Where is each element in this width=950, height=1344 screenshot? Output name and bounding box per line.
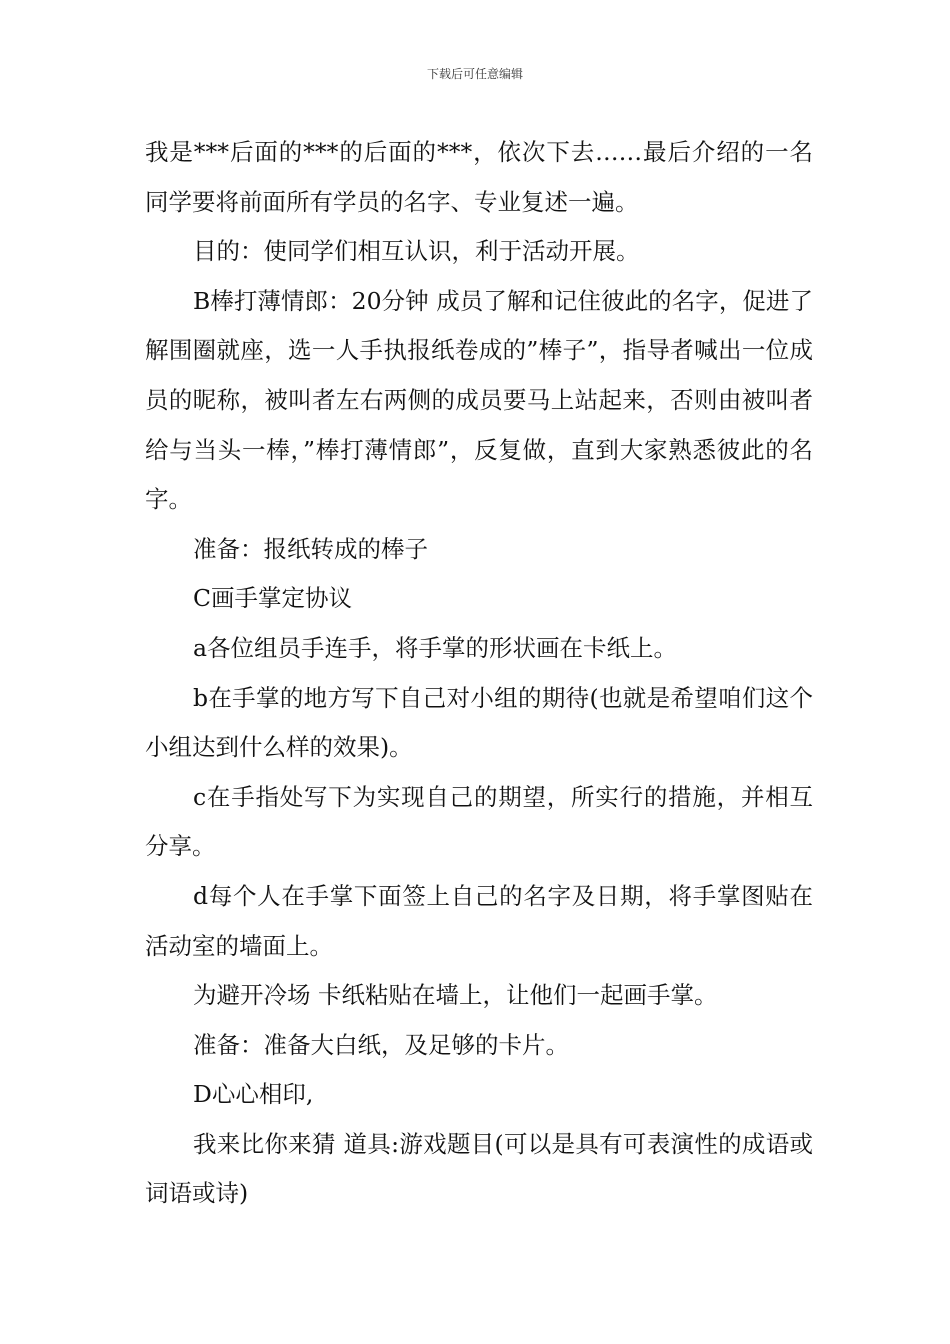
paragraph-intro-continuation: 我是***后面的***的后面的***，依次下去……最后介绍的一名同学要将前面所有学员的名字、专业复述一遍。 bbox=[145, 138, 813, 216]
paragraph-game-c-title: C画手掌定协议 bbox=[193, 584, 352, 613]
paragraph-step-a: a各位组员手连手，将手掌的形状画在卡纸上。 bbox=[193, 633, 678, 662]
paragraph-guess-game: 我来比你来猜 道具:游戏题目(可以是具有可表演性的成语或词语或诗) bbox=[145, 1129, 813, 1208]
paragraph-avoid-silence: 为避开冷场 卡纸粘贴在墙上，让他们一起画手掌。 bbox=[193, 981, 718, 1010]
paragraph-game-d-title: D心心相印, bbox=[193, 1080, 314, 1109]
paragraph-step-b: b在手掌的地方写下自己对小组的期待(也就是希望咱们这个小组达到什么样的效果)。 bbox=[145, 683, 813, 762]
page-header: 下载后可任意编辑 bbox=[426, 67, 523, 81]
paragraph-step-c: c在手指处写下为实现自己的期望，所实行的措施，并相互分享。 bbox=[145, 782, 813, 861]
paragraph-game-b: B棒打薄情郎：20分钟 成员了解和记住彼此的名字，促进了解围圈就座，选一人手执报纸卷成的”棒子”，指导者喊出一位成员的昵称，被叫者左右两侧的成员要马上站起来，否则由被叫者给与当头一棒，”棒打薄情郎”，反复做，直到大家熟悉彼此的名字。 bbox=[145, 286, 813, 514]
paragraph-prep-c: 准备：准备大白纸，及足够的卡片。 bbox=[193, 1030, 569, 1059]
paragraph-step-d: d每个人在手掌下面签上自己的名字及日期，将手掌图贴在活动室的墙面上。 bbox=[145, 881, 813, 960]
paragraph-purpose: 目的：使同学们相互认识，利于活动开展。 bbox=[193, 237, 640, 266]
document-body bbox=[145, 128, 813, 1219]
paragraph-prep-b: 准备：报纸转成的棒子 bbox=[193, 534, 428, 563]
